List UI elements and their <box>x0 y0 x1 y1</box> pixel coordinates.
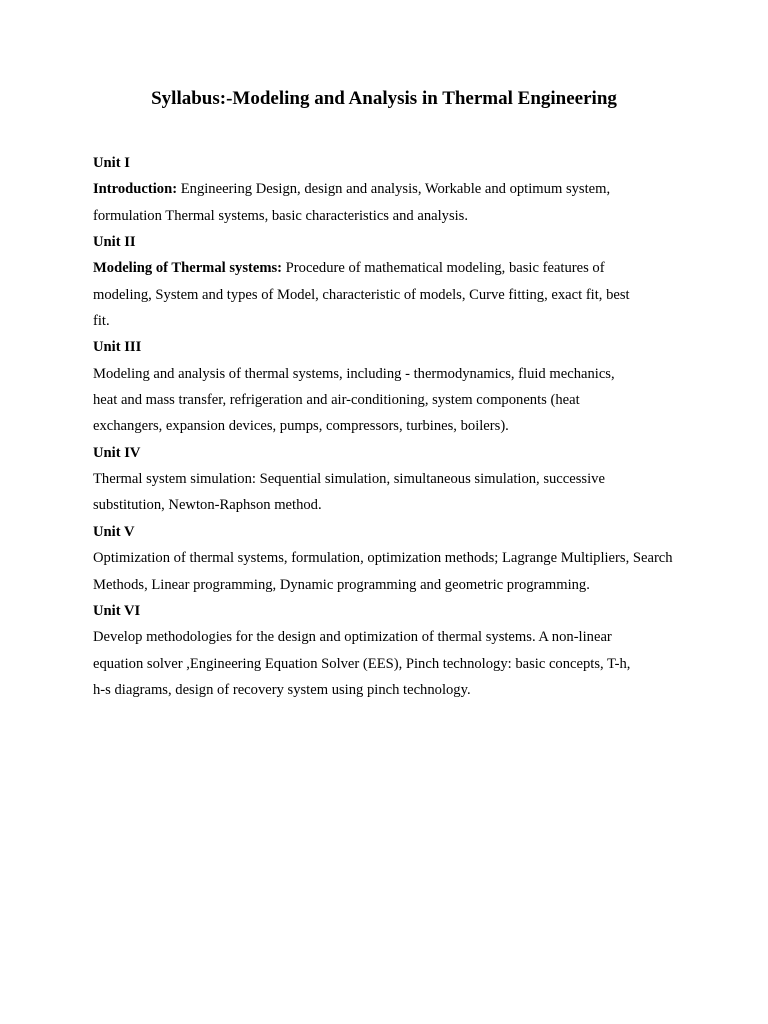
topic-lead: Introduction: <box>93 181 178 198</box>
unit-heading: Unit III <box>93 339 142 356</box>
unit-text-line: modeling, System and types of Model, characteristic of models, Curve fitting, exact fit, best <box>93 286 630 303</box>
unit-heading: Unit I <box>93 155 130 171</box>
topic-lead: Modeling of Thermal systems: <box>93 260 283 277</box>
unit-text-line: formulation Thermal systems, basic characteristics and analysis. <box>93 207 469 224</box>
unit-text-line: substitution, Newton-Raphson method. <box>93 497 322 514</box>
unit-heading: Unit IV <box>93 444 141 461</box>
unit-text-line <box>93 176 673 202</box>
unit-text: Procedure of mathematical modeling, basic features of <box>282 260 605 277</box>
unit-text-line: h-s diagrams, design of recovery system using pinch technology. <box>93 681 471 698</box>
unit-text-line <box>93 255 673 281</box>
syllabus-body <box>93 150 673 703</box>
page-title: Syllabus:-Modeling and Analysis in Thermal Engineering <box>151 88 617 109</box>
unit-text-line: Develop methodologies for the design and optimization of thermal systems. A non-linear <box>93 629 612 646</box>
unit-heading: Unit V <box>93 523 135 540</box>
unit-heading: Unit II <box>93 234 136 251</box>
unit-text-line: fit. <box>93 313 110 330</box>
unit-text-line: Thermal system simulation: Sequential simulation, simultaneous simulation, successive <box>93 471 605 488</box>
unit-text-line: Methods, Linear programming, Dynamic programming and geometric programming. <box>93 576 590 593</box>
unit-text-line: heat and mass transfer, refrigeration and air-conditioning, system components (heat <box>93 392 580 409</box>
unit-text-line: Optimization of thermal systems, formulation, optimization methods; Lagrange Multipliers, Search <box>93 550 673 567</box>
unit-text-line: exchangers, expansion devices, pumps, compressors, turbines, boilers). <box>93 418 509 435</box>
unit-heading: Unit VI <box>93 602 141 619</box>
unit-text-line: Modeling and analysis of thermal systems, including - thermodynamics, fluid mechanics, <box>93 365 615 382</box>
unit-text: Engineering Design, design and analysis, Workable and optimum system, <box>177 181 611 198</box>
unit-text-line: equation solver ,Engineering Equation Solver (EES), Pinch technology: basic concepts, T-h, <box>93 655 631 672</box>
